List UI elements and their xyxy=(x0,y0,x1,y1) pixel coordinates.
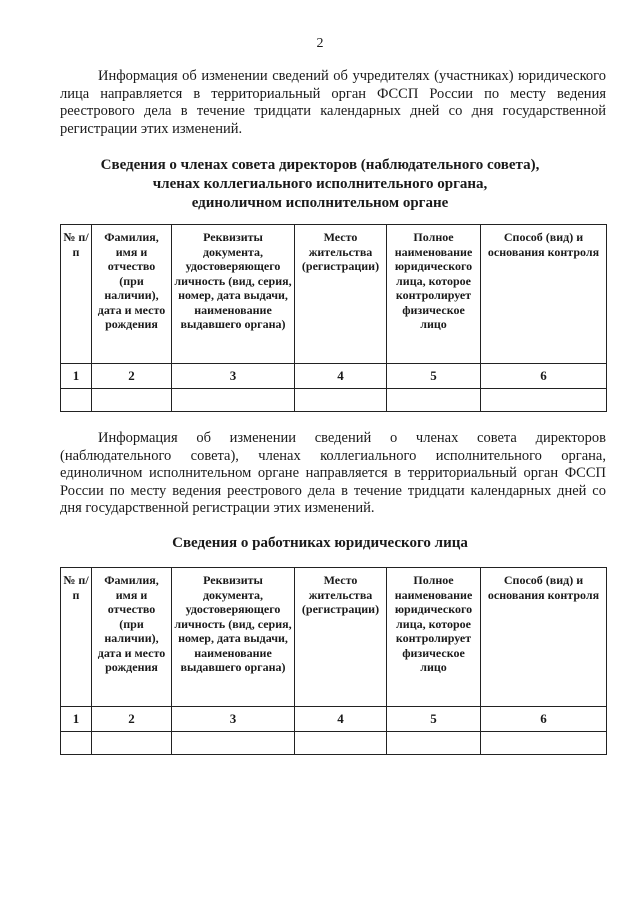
column-number-cell: 2 xyxy=(92,364,172,389)
column-number-cell: 3 xyxy=(172,707,295,732)
column-number-cell: 4 xyxy=(295,364,387,389)
column-number-cell: 5 xyxy=(387,707,481,732)
section-title-directors-line-1: Сведения о членах совета директоров (наблюдательного совета), xyxy=(100,157,540,173)
column-header-residence: Место жительства (регистрации) xyxy=(295,225,387,364)
empty-cell xyxy=(387,389,481,412)
empty-cell xyxy=(61,732,92,755)
column-number-cell: 5 xyxy=(387,364,481,389)
section-title-employees: Сведения о работниках юридического лица xyxy=(172,535,468,551)
column-header-identity-document: Реквизиты документа, удостоверяющего личность (вид, серия, номер, дата выдачи, наименование выдавшего органа) xyxy=(172,225,295,364)
page-number: 2 xyxy=(316,36,324,51)
empty-cell xyxy=(481,732,607,755)
empty-cell xyxy=(92,389,172,412)
table-row-column-numbers xyxy=(61,707,607,732)
paragraph-founders-info: Информация об изменении сведений об учредителях (участниках) юридического лица направляется в территориальный орган ФССП России по месту ведения реестрового дела в течение тридцати календарных дней со дня государственной регистрации этих изменений. xyxy=(60,68,606,137)
employees-table xyxy=(60,567,607,755)
table-row-empty xyxy=(61,389,607,412)
empty-cell xyxy=(387,732,481,755)
column-number-cell: 6 xyxy=(481,707,607,732)
section-title-directors-line-3: единоличном исполнительном органе xyxy=(191,195,449,211)
column-header-control-method: Способ (вид) и основания контроля xyxy=(481,568,607,707)
table-header-row xyxy=(61,568,607,707)
table-row-empty xyxy=(61,732,607,755)
column-number-cell: 4 xyxy=(295,707,387,732)
empty-cell xyxy=(481,389,607,412)
column-header-legal-entity-name: Полное наименование юридического лица, которое контролирует физическое лицо xyxy=(387,568,481,707)
empty-cell xyxy=(295,732,387,755)
column-number-cell: 3 xyxy=(172,364,295,389)
empty-cell xyxy=(172,389,295,412)
column-header-identity-document: Реквизиты документа, удостоверяющего личность (вид, серия, номер, дата выдачи, наименование выдавшего органа) xyxy=(172,568,295,707)
section-title-directors-line-2: членах коллегиального исполнительного органа, xyxy=(152,176,488,192)
column-number-cell: 1 xyxy=(61,364,92,389)
empty-cell xyxy=(172,732,295,755)
empty-cell xyxy=(295,389,387,412)
table-row-column-numbers xyxy=(61,364,607,389)
column-header-legal-entity-name: Полное наименование юридического лица, которое контролирует физическое лицо xyxy=(387,225,481,364)
column-header-number: № п/п xyxy=(61,225,92,364)
column-header-control-method: Способ (вид) и основания контроля xyxy=(481,225,607,364)
column-header-full-name: Фамилия, имя и отчество (при наличии), дата и место рождения xyxy=(92,568,172,707)
column-number-cell: 2 xyxy=(92,707,172,732)
table-header-row xyxy=(61,225,607,364)
section-title-directors xyxy=(0,156,640,213)
column-number-cell: 1 xyxy=(61,707,92,732)
paragraph-directors-info: Информация об изменении сведений о членах совета директоров (наблюдательного совета), членах коллегиального исполнительного органа, единоличном исполнительном органе направляется в территориальный орган ФССП России по месту ведения реестрового дела в течение тридцати календарных дней со дня государственной регистрации этих изменений. xyxy=(60,430,606,516)
empty-cell xyxy=(92,732,172,755)
column-header-full-name: Фамилия, имя и отчество (при наличии), дата и место рождения xyxy=(92,225,172,364)
column-header-number: № п/п xyxy=(61,568,92,707)
empty-cell xyxy=(61,389,92,412)
directors-table xyxy=(60,224,607,412)
column-number-cell: 6 xyxy=(481,364,607,389)
column-header-residence: Место жительства (регистрации) xyxy=(295,568,387,707)
